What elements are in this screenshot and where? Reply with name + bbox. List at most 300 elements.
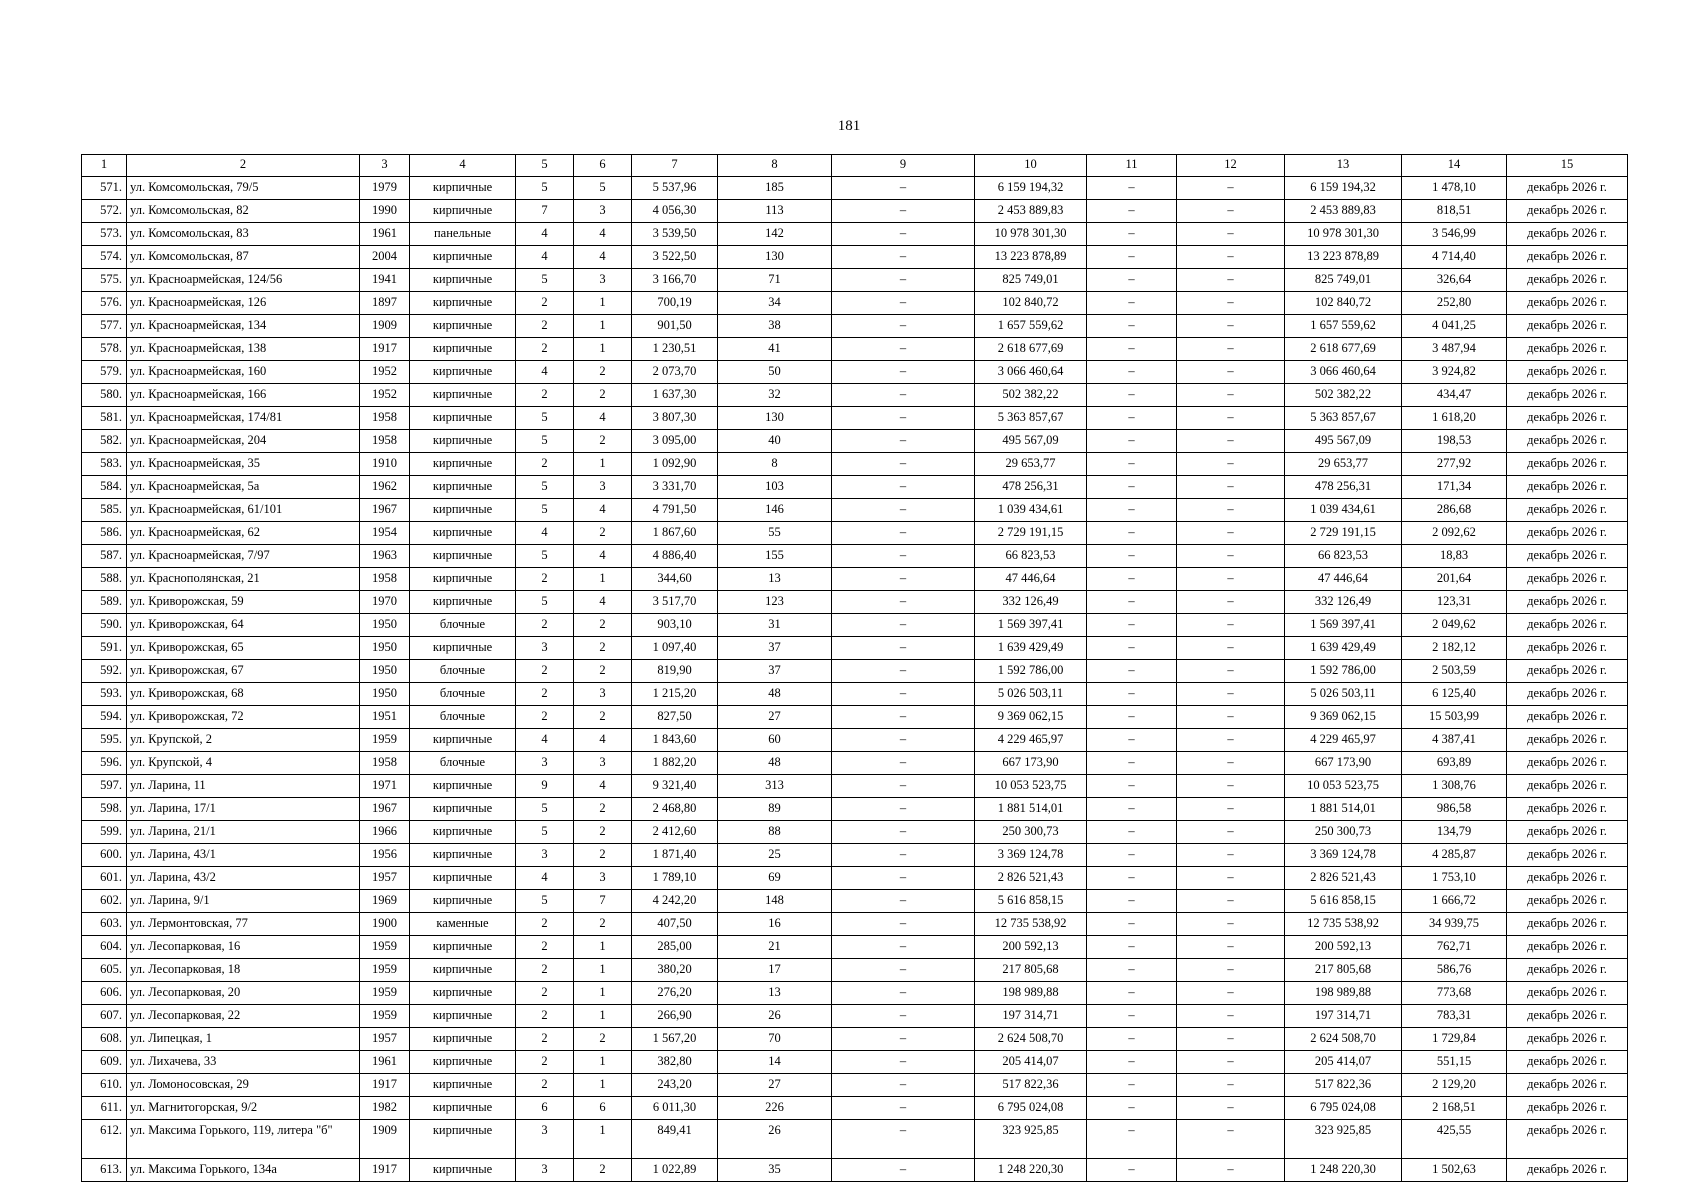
- address-cell: ул. Ларина, 21/1: [127, 821, 360, 844]
- value-col-12-cell: –: [1177, 729, 1285, 752]
- value-col-9-cell: –: [832, 798, 975, 821]
- deadline-cell: декабрь 2026 г.: [1507, 568, 1628, 591]
- year-built-cell: 1917: [360, 1159, 410, 1182]
- year-built-cell: 1963: [360, 545, 410, 568]
- value-col-13-cell: 10 978 301,30: [1285, 223, 1402, 246]
- address-cell: ул. Красноармейская, 160: [127, 361, 360, 384]
- wall-material-cell: кирпичные: [410, 453, 516, 476]
- address-cell: ул. Комсомольская, 82: [127, 200, 360, 223]
- table-row: [82, 614, 1628, 637]
- value-col-14-cell: 434,47: [1402, 384, 1507, 407]
- entrances-cell: 1: [574, 1074, 632, 1097]
- entrances-cell: 1: [574, 1051, 632, 1074]
- deadline-cell: декабрь 2026 г.: [1507, 775, 1628, 798]
- table-row: [82, 522, 1628, 545]
- value-col-13-cell: 10 053 523,75: [1285, 775, 1402, 798]
- residents-cell: 142: [718, 223, 832, 246]
- floors-cell: 9: [516, 775, 574, 798]
- value-col-11-cell: –: [1087, 798, 1177, 821]
- row-number-cell: 600.: [82, 844, 127, 867]
- value-col-12-cell: –: [1177, 338, 1285, 361]
- wall-material-cell: блочные: [410, 660, 516, 683]
- deadline-cell: декабрь 2026 г.: [1507, 867, 1628, 890]
- residents-cell: 130: [718, 407, 832, 430]
- wall-material-cell: кирпичные: [410, 982, 516, 1005]
- value-col-10-cell: 12 735 538,92: [975, 913, 1087, 936]
- value-col-10-cell: 3 066 460,64: [975, 361, 1087, 384]
- address-cell: ул. Ларина, 43/2: [127, 867, 360, 890]
- floors-cell: 2: [516, 453, 574, 476]
- floors-cell: 5: [516, 591, 574, 614]
- entrances-cell: 2: [574, 522, 632, 545]
- value-col-9-cell: –: [832, 315, 975, 338]
- wall-material-cell: кирпичные: [410, 867, 516, 890]
- floors-cell: 2: [516, 1074, 574, 1097]
- residents-cell: 50: [718, 361, 832, 384]
- residents-cell: 89: [718, 798, 832, 821]
- deadline-cell: декабрь 2026 г.: [1507, 269, 1628, 292]
- table-row: [82, 177, 1628, 200]
- column-header: 7: [632, 155, 718, 177]
- deadline-cell: декабрь 2026 г.: [1507, 844, 1628, 867]
- row-number-cell: 597.: [82, 775, 127, 798]
- year-built-cell: 1967: [360, 798, 410, 821]
- row-number-cell: 598.: [82, 798, 127, 821]
- value-col-13-cell: 6 795 024,08: [1285, 1097, 1402, 1120]
- entrances-cell: 4: [574, 499, 632, 522]
- floors-cell: 3: [516, 1120, 574, 1159]
- floors-cell: 2: [516, 614, 574, 637]
- value-col-11-cell: –: [1087, 1120, 1177, 1159]
- address-cell: ул. Лесопарковая, 20: [127, 982, 360, 1005]
- total-area-cell: 819,90: [632, 660, 718, 683]
- residents-cell: 37: [718, 637, 832, 660]
- value-col-10-cell: 1 881 514,01: [975, 798, 1087, 821]
- value-col-11-cell: –: [1087, 338, 1177, 361]
- address-cell: ул. Ларина, 43/1: [127, 844, 360, 867]
- wall-material-cell: кирпичные: [410, 338, 516, 361]
- value-col-14-cell: 2 129,20: [1402, 1074, 1507, 1097]
- residents-cell: 17: [718, 959, 832, 982]
- floors-cell: 2: [516, 384, 574, 407]
- total-area-cell: 382,80: [632, 1051, 718, 1074]
- column-number-header-row: [82, 155, 1628, 177]
- value-col-11-cell: –: [1087, 683, 1177, 706]
- value-col-9-cell: –: [832, 200, 975, 223]
- residents-cell: 185: [718, 177, 832, 200]
- floors-cell: 4: [516, 729, 574, 752]
- housing-register-table: [81, 154, 1628, 1182]
- total-area-cell: 2 468,80: [632, 798, 718, 821]
- value-col-11-cell: –: [1087, 430, 1177, 453]
- deadline-cell: декабрь 2026 г.: [1507, 660, 1628, 683]
- value-col-9-cell: –: [832, 223, 975, 246]
- value-col-10-cell: 667 173,90: [975, 752, 1087, 775]
- total-area-cell: 1 637,30: [632, 384, 718, 407]
- total-area-cell: 827,50: [632, 706, 718, 729]
- row-number-cell: 589.: [82, 591, 127, 614]
- entrances-cell: 6: [574, 1097, 632, 1120]
- wall-material-cell: кирпичные: [410, 499, 516, 522]
- wall-material-cell: кирпичные: [410, 729, 516, 752]
- address-cell: ул. Криворожская, 67: [127, 660, 360, 683]
- floors-cell: 5: [516, 177, 574, 200]
- total-area-cell: 901,50: [632, 315, 718, 338]
- floors-cell: 2: [516, 959, 574, 982]
- value-col-12-cell: –: [1177, 361, 1285, 384]
- total-area-cell: 849,41: [632, 1120, 718, 1159]
- residents-cell: 113: [718, 200, 832, 223]
- value-col-14-cell: 762,71: [1402, 936, 1507, 959]
- deadline-cell: декабрь 2026 г.: [1507, 798, 1628, 821]
- table-row: [82, 683, 1628, 706]
- value-col-10-cell: 2 729 191,15: [975, 522, 1087, 545]
- table-row: [82, 729, 1628, 752]
- value-col-13-cell: 825 749,01: [1285, 269, 1402, 292]
- wall-material-cell: кирпичные: [410, 798, 516, 821]
- year-built-cell: 1971: [360, 775, 410, 798]
- year-built-cell: 1950: [360, 614, 410, 637]
- value-col-12-cell: –: [1177, 821, 1285, 844]
- column-header: 6: [574, 155, 632, 177]
- wall-material-cell: панельные: [410, 223, 516, 246]
- floors-cell: 5: [516, 476, 574, 499]
- value-col-13-cell: 13 223 878,89: [1285, 246, 1402, 269]
- value-col-13-cell: 217 805,68: [1285, 959, 1402, 982]
- value-col-9-cell: –: [832, 867, 975, 890]
- value-col-14-cell: 3 546,99: [1402, 223, 1507, 246]
- residents-cell: 123: [718, 591, 832, 614]
- value-col-9-cell: –: [832, 568, 975, 591]
- year-built-cell: 1950: [360, 683, 410, 706]
- floors-cell: 4: [516, 522, 574, 545]
- value-col-14-cell: 773,68: [1402, 982, 1507, 1005]
- total-area-cell: 1 567,20: [632, 1028, 718, 1051]
- value-col-11-cell: –: [1087, 177, 1177, 200]
- value-col-11-cell: –: [1087, 591, 1177, 614]
- wall-material-cell: кирпичные: [410, 545, 516, 568]
- total-area-cell: 1 097,40: [632, 637, 718, 660]
- table-row: [82, 936, 1628, 959]
- row-number-cell: 581.: [82, 407, 127, 430]
- residents-cell: 88: [718, 821, 832, 844]
- value-col-9-cell: –: [832, 591, 975, 614]
- value-col-14-cell: 277,92: [1402, 453, 1507, 476]
- table-row: [82, 1028, 1628, 1051]
- floors-cell: 2: [516, 936, 574, 959]
- value-col-12-cell: –: [1177, 499, 1285, 522]
- total-area-cell: 4 791,50: [632, 499, 718, 522]
- value-col-12-cell: –: [1177, 1097, 1285, 1120]
- table-row: [82, 476, 1628, 499]
- residents-cell: 40: [718, 430, 832, 453]
- year-built-cell: 1959: [360, 1005, 410, 1028]
- value-col-12-cell: –: [1177, 384, 1285, 407]
- wall-material-cell: кирпичные: [410, 246, 516, 269]
- row-number-cell: 582.: [82, 430, 127, 453]
- address-cell: ул. Красноармейская, 62: [127, 522, 360, 545]
- wall-material-cell: кирпичные: [410, 361, 516, 384]
- entrances-cell: 4: [574, 246, 632, 269]
- residents-cell: 69: [718, 867, 832, 890]
- row-number-cell: 612.: [82, 1120, 127, 1159]
- value-col-12-cell: –: [1177, 890, 1285, 913]
- column-header: 15: [1507, 155, 1628, 177]
- value-col-10-cell: 1 248 220,30: [975, 1159, 1087, 1182]
- column-header: 14: [1402, 155, 1507, 177]
- floors-cell: 5: [516, 499, 574, 522]
- row-number-cell: 584.: [82, 476, 127, 499]
- value-col-11-cell: –: [1087, 522, 1177, 545]
- value-col-13-cell: 198 989,88: [1285, 982, 1402, 1005]
- residents-cell: 21: [718, 936, 832, 959]
- value-col-9-cell: –: [832, 1120, 975, 1159]
- floors-cell: 4: [516, 223, 574, 246]
- floors-cell: 2: [516, 1005, 574, 1028]
- wall-material-cell: кирпичные: [410, 476, 516, 499]
- value-col-9-cell: –: [832, 177, 975, 200]
- deadline-cell: декабрь 2026 г.: [1507, 752, 1628, 775]
- column-header: 13: [1285, 155, 1402, 177]
- entrances-cell: 4: [574, 591, 632, 614]
- address-cell: ул. Красноармейская, 174/81: [127, 407, 360, 430]
- wall-material-cell: кирпичные: [410, 384, 516, 407]
- value-col-14-cell: 818,51: [1402, 200, 1507, 223]
- floors-cell: 3: [516, 844, 574, 867]
- value-col-11-cell: –: [1087, 1097, 1177, 1120]
- value-col-9-cell: –: [832, 246, 975, 269]
- value-col-12-cell: –: [1177, 683, 1285, 706]
- wall-material-cell: кирпичные: [410, 1097, 516, 1120]
- value-col-10-cell: 10 053 523,75: [975, 775, 1087, 798]
- value-col-14-cell: 425,55: [1402, 1120, 1507, 1159]
- value-col-9-cell: –: [832, 752, 975, 775]
- entrances-cell: 2: [574, 798, 632, 821]
- table-row: [82, 1051, 1628, 1074]
- address-cell: ул. Комсомольская, 83: [127, 223, 360, 246]
- total-area-cell: 3 807,30: [632, 407, 718, 430]
- address-cell: ул. Крупской, 4: [127, 752, 360, 775]
- address-cell: ул. Ломоносовская, 29: [127, 1074, 360, 1097]
- value-col-13-cell: 1 639 429,49: [1285, 637, 1402, 660]
- residents-cell: 148: [718, 890, 832, 913]
- value-col-13-cell: 3 369 124,78: [1285, 844, 1402, 867]
- year-built-cell: 1910: [360, 453, 410, 476]
- residents-cell: 26: [718, 1120, 832, 1159]
- table-row: [82, 890, 1628, 913]
- year-built-cell: 1909: [360, 1120, 410, 1159]
- deadline-cell: декабрь 2026 г.: [1507, 384, 1628, 407]
- residents-cell: 32: [718, 384, 832, 407]
- row-number-cell: 609.: [82, 1051, 127, 1074]
- entrances-cell: 1: [574, 292, 632, 315]
- value-col-14-cell: 171,34: [1402, 476, 1507, 499]
- deadline-cell: декабрь 2026 г.: [1507, 476, 1628, 499]
- entrances-cell: 1: [574, 959, 632, 982]
- residents-cell: 27: [718, 1074, 832, 1097]
- entrances-cell: 7: [574, 890, 632, 913]
- address-cell: ул. Красноармейская, 7/97: [127, 545, 360, 568]
- row-number-cell: 586.: [82, 522, 127, 545]
- value-col-11-cell: –: [1087, 982, 1177, 1005]
- row-number-cell: 572.: [82, 200, 127, 223]
- deadline-cell: декабрь 2026 г.: [1507, 683, 1628, 706]
- table-row: [82, 1120, 1628, 1159]
- value-col-9-cell: –: [832, 821, 975, 844]
- value-col-11-cell: –: [1087, 1159, 1177, 1182]
- value-col-10-cell: 5 363 857,67: [975, 407, 1087, 430]
- wall-material-cell: кирпичные: [410, 200, 516, 223]
- entrances-cell: 3: [574, 683, 632, 706]
- address-cell: ул. Крупской, 2: [127, 729, 360, 752]
- value-col-10-cell: 9 369 062,15: [975, 706, 1087, 729]
- value-col-14-cell: 3 487,94: [1402, 338, 1507, 361]
- entrances-cell: 2: [574, 660, 632, 683]
- value-col-10-cell: 517 822,36: [975, 1074, 1087, 1097]
- value-col-13-cell: 1 569 397,41: [1285, 614, 1402, 637]
- total-area-cell: 4 886,40: [632, 545, 718, 568]
- value-col-14-cell: 693,89: [1402, 752, 1507, 775]
- residents-cell: 70: [718, 1028, 832, 1051]
- table-row: [82, 430, 1628, 453]
- value-col-9-cell: –: [832, 913, 975, 936]
- entrances-cell: 1: [574, 338, 632, 361]
- floors-cell: 2: [516, 982, 574, 1005]
- residents-cell: 226: [718, 1097, 832, 1120]
- floors-cell: 3: [516, 637, 574, 660]
- value-col-13-cell: 3 066 460,64: [1285, 361, 1402, 384]
- floors-cell: 2: [516, 338, 574, 361]
- row-number-cell: 573.: [82, 223, 127, 246]
- year-built-cell: 1959: [360, 936, 410, 959]
- table-row: [82, 292, 1628, 315]
- deadline-cell: декабрь 2026 г.: [1507, 315, 1628, 338]
- value-col-10-cell: 1 592 786,00: [975, 660, 1087, 683]
- year-built-cell: 1951: [360, 706, 410, 729]
- entrances-cell: 2: [574, 614, 632, 637]
- table-row: [82, 1074, 1628, 1097]
- value-col-14-cell: 2 182,12: [1402, 637, 1507, 660]
- value-col-10-cell: 197 314,71: [975, 1005, 1087, 1028]
- table-row: [82, 338, 1628, 361]
- wall-material-cell: кирпичные: [410, 407, 516, 430]
- year-built-cell: 1961: [360, 223, 410, 246]
- value-col-12-cell: –: [1177, 476, 1285, 499]
- value-col-12-cell: –: [1177, 752, 1285, 775]
- value-col-13-cell: 2 729 191,15: [1285, 522, 1402, 545]
- floors-cell: 5: [516, 407, 574, 430]
- total-area-cell: 1 882,20: [632, 752, 718, 775]
- deadline-cell: декабрь 2026 г.: [1507, 591, 1628, 614]
- value-col-10-cell: 495 567,09: [975, 430, 1087, 453]
- value-col-13-cell: 66 823,53: [1285, 545, 1402, 568]
- year-built-cell: 1959: [360, 959, 410, 982]
- deadline-cell: декабрь 2026 г.: [1507, 522, 1628, 545]
- value-col-14-cell: 1 729,84: [1402, 1028, 1507, 1051]
- row-number-cell: 606.: [82, 982, 127, 1005]
- value-col-10-cell: 10 978 301,30: [975, 223, 1087, 246]
- entrances-cell: 2: [574, 637, 632, 660]
- total-area-cell: 2 073,70: [632, 361, 718, 384]
- wall-material-cell: блочные: [410, 683, 516, 706]
- row-number-cell: 605.: [82, 959, 127, 982]
- entrances-cell: 2: [574, 1159, 632, 1182]
- residents-cell: 313: [718, 775, 832, 798]
- value-col-10-cell: 29 653,77: [975, 453, 1087, 476]
- row-number-cell: 604.: [82, 936, 127, 959]
- row-number-cell: 607.: [82, 1005, 127, 1028]
- wall-material-cell: кирпичные: [410, 430, 516, 453]
- page-number: 181: [837, 118, 861, 134]
- value-col-12-cell: –: [1177, 913, 1285, 936]
- row-number-cell: 594.: [82, 706, 127, 729]
- entrances-cell: 2: [574, 913, 632, 936]
- table-row: [82, 1097, 1628, 1120]
- value-col-14-cell: 2 503,59: [1402, 660, 1507, 683]
- value-col-12-cell: –: [1177, 982, 1285, 1005]
- deadline-cell: декабрь 2026 г.: [1507, 1028, 1628, 1051]
- total-area-cell: 700,19: [632, 292, 718, 315]
- total-area-cell: 2 412,60: [632, 821, 718, 844]
- value-col-13-cell: 517 822,36: [1285, 1074, 1402, 1097]
- value-col-12-cell: –: [1177, 936, 1285, 959]
- entrances-cell: 3: [574, 752, 632, 775]
- value-col-13-cell: 478 256,31: [1285, 476, 1402, 499]
- value-col-10-cell: 2 624 508,70: [975, 1028, 1087, 1051]
- total-area-cell: 4 056,30: [632, 200, 718, 223]
- value-col-9-cell: –: [832, 1051, 975, 1074]
- table-row: [82, 775, 1628, 798]
- column-header: 3: [360, 155, 410, 177]
- value-col-14-cell: 4 041,25: [1402, 315, 1507, 338]
- value-col-9-cell: –: [832, 1005, 975, 1028]
- table-row: [82, 223, 1628, 246]
- value-col-9-cell: –: [832, 361, 975, 384]
- value-col-11-cell: –: [1087, 292, 1177, 315]
- value-col-11-cell: –: [1087, 936, 1177, 959]
- year-built-cell: 1957: [360, 1028, 410, 1051]
- wall-material-cell: блочные: [410, 706, 516, 729]
- row-number-cell: 574.: [82, 246, 127, 269]
- table-row: [82, 660, 1628, 683]
- wall-material-cell: кирпичные: [410, 292, 516, 315]
- total-area-cell: 3 517,70: [632, 591, 718, 614]
- residents-cell: 55: [718, 522, 832, 545]
- value-col-12-cell: –: [1177, 177, 1285, 200]
- year-built-cell: 1897: [360, 292, 410, 315]
- value-col-10-cell: 4 229 465,97: [975, 729, 1087, 752]
- deadline-cell: декабрь 2026 г.: [1507, 637, 1628, 660]
- value-col-13-cell: 102 840,72: [1285, 292, 1402, 315]
- value-col-12-cell: –: [1177, 614, 1285, 637]
- value-col-10-cell: 2 618 677,69: [975, 338, 1087, 361]
- address-cell: ул. Криворожская, 59: [127, 591, 360, 614]
- value-col-13-cell: 2 624 508,70: [1285, 1028, 1402, 1051]
- address-cell: ул. Комсомольская, 87: [127, 246, 360, 269]
- address-cell: ул. Лихачева, 33: [127, 1051, 360, 1074]
- address-cell: ул. Красноармейская, 35: [127, 453, 360, 476]
- value-col-10-cell: 200 592,13: [975, 936, 1087, 959]
- column-header: 4: [410, 155, 516, 177]
- table-row: [82, 1005, 1628, 1028]
- entrances-cell: 1: [574, 936, 632, 959]
- value-col-10-cell: 5 616 858,15: [975, 890, 1087, 913]
- deadline-cell: декабрь 2026 г.: [1507, 430, 1628, 453]
- deadline-cell: декабрь 2026 г.: [1507, 614, 1628, 637]
- table-row: [82, 361, 1628, 384]
- value-col-13-cell: 9 369 062,15: [1285, 706, 1402, 729]
- residents-cell: 146: [718, 499, 832, 522]
